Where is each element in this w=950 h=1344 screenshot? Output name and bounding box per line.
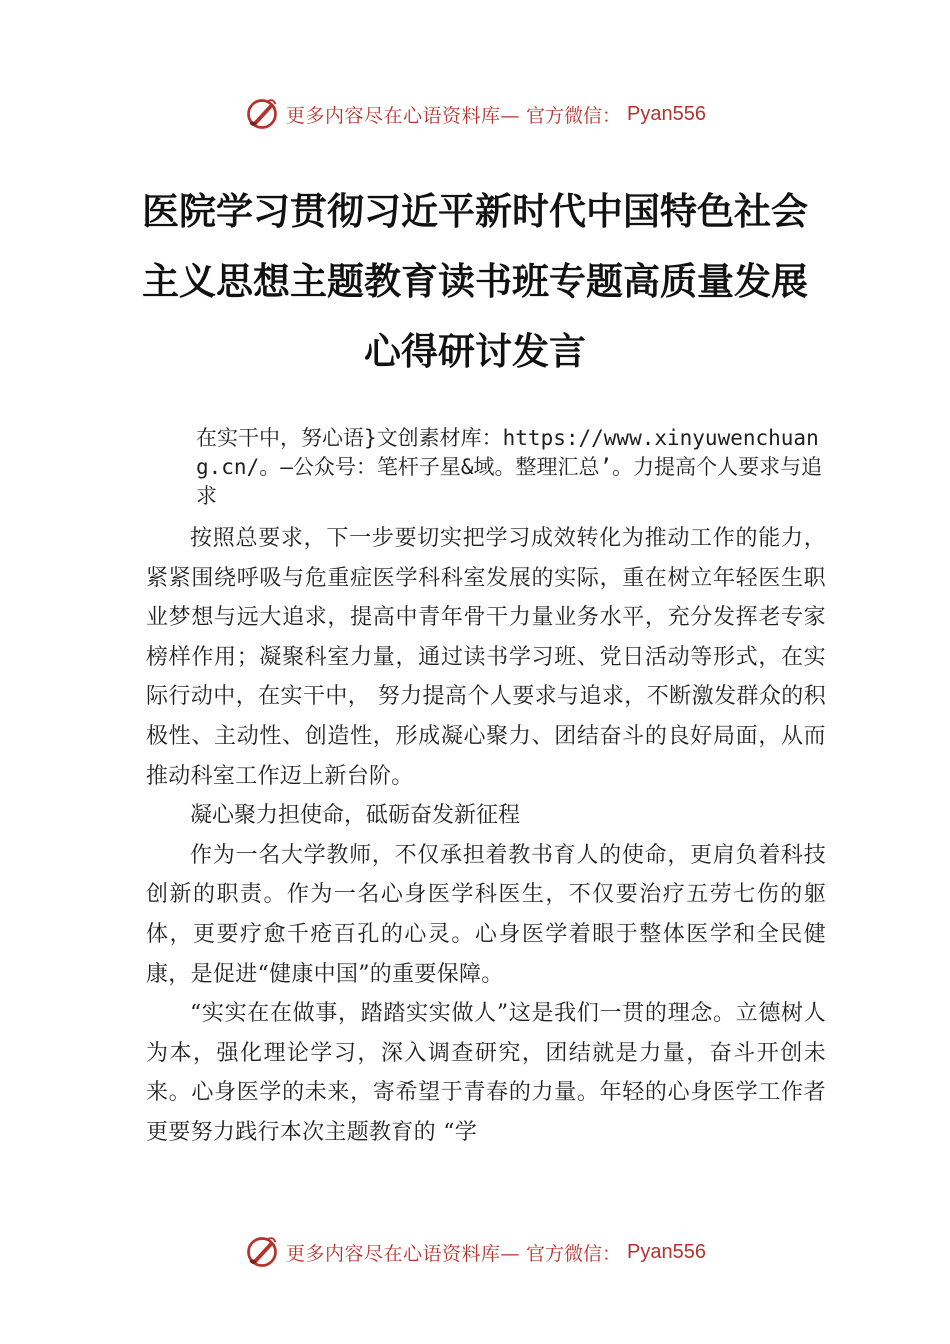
document-title [140, 176, 810, 386]
footer-banner [0, 1230, 950, 1274]
header-banner [0, 92, 950, 136]
banner-wechat-id: Pyan556 [627, 1240, 706, 1263]
title-line: 主义思想主题教育读书班专题高质量发展 [142, 259, 808, 303]
banner-wechat-label: 官方微信： [526, 1242, 622, 1265]
title-line: 医院学习贯彻习近平新时代中国特色社会 [142, 189, 808, 233]
title-line: 心得研讨发言 [364, 329, 586, 373]
body-paragraph: 按照总要求，下一步要切实把学习成效转化为推动工作的能力，紧紧围绕呼吸与危重症医学科科室发展的实际，重在树立年轻医生职业梦想与远大追求，提高中青年骨干力量业务水平，充分发挥老专家榜样作用；凝聚科室力量，通过读书学习班、党日活动等形式，在实际行动中，在实干中， 努力提高个人要求与追求，不断激发群众的积极性、主动性、创造性，形成凝心聚力、团结奋斗的良好局面，从而推动科室工作迈上新台阶。 [146, 526, 826, 789]
body-paragraph: 作为一名大学教师，不仅承担着教书育人的使命，更肩负着科技创新的职责。作为一名心身医学科医生，不仅要治疗五劳七伤的躯体，更要疗愈千疮百孔的心灵。心身医学着眼于整体医学和全民健康，是促进“健康中国”的重要保障。 [146, 842, 826, 987]
body-paragraph: “实实在在做事，踏踏实实做人”这是我们一贯的理念。立德树人为本，强化理论学习，深入调查研究，团结就是力量，奋斗开创未来。心身医学的未来，寄希望于青春的力量。年轻的心身医学工作者更要努力践行本次主题教育的 “学 [146, 1001, 826, 1145]
brush-logo-icon [244, 1234, 280, 1270]
banner-wechat-label: 官方微信： [526, 104, 622, 127]
brush-logo-icon [244, 96, 280, 132]
document-body [146, 424, 826, 1153]
banner-wechat-id: Pyan556 [627, 102, 706, 125]
section-heading: 凝心聚力担使命，砥砺奋发新征程 [190, 803, 521, 829]
banner-text: 更多内容尽在心语资料库— [286, 104, 521, 127]
intro-text: 在实干中，努心语}文创素材库：https://www.xinyuwenchuang.cn/。—公众号：笔杆子星&域。整理汇总’。力提高个人要求与追求 [196, 426, 823, 508]
banner-text: 更多内容尽在心语资料库— [286, 1242, 521, 1265]
